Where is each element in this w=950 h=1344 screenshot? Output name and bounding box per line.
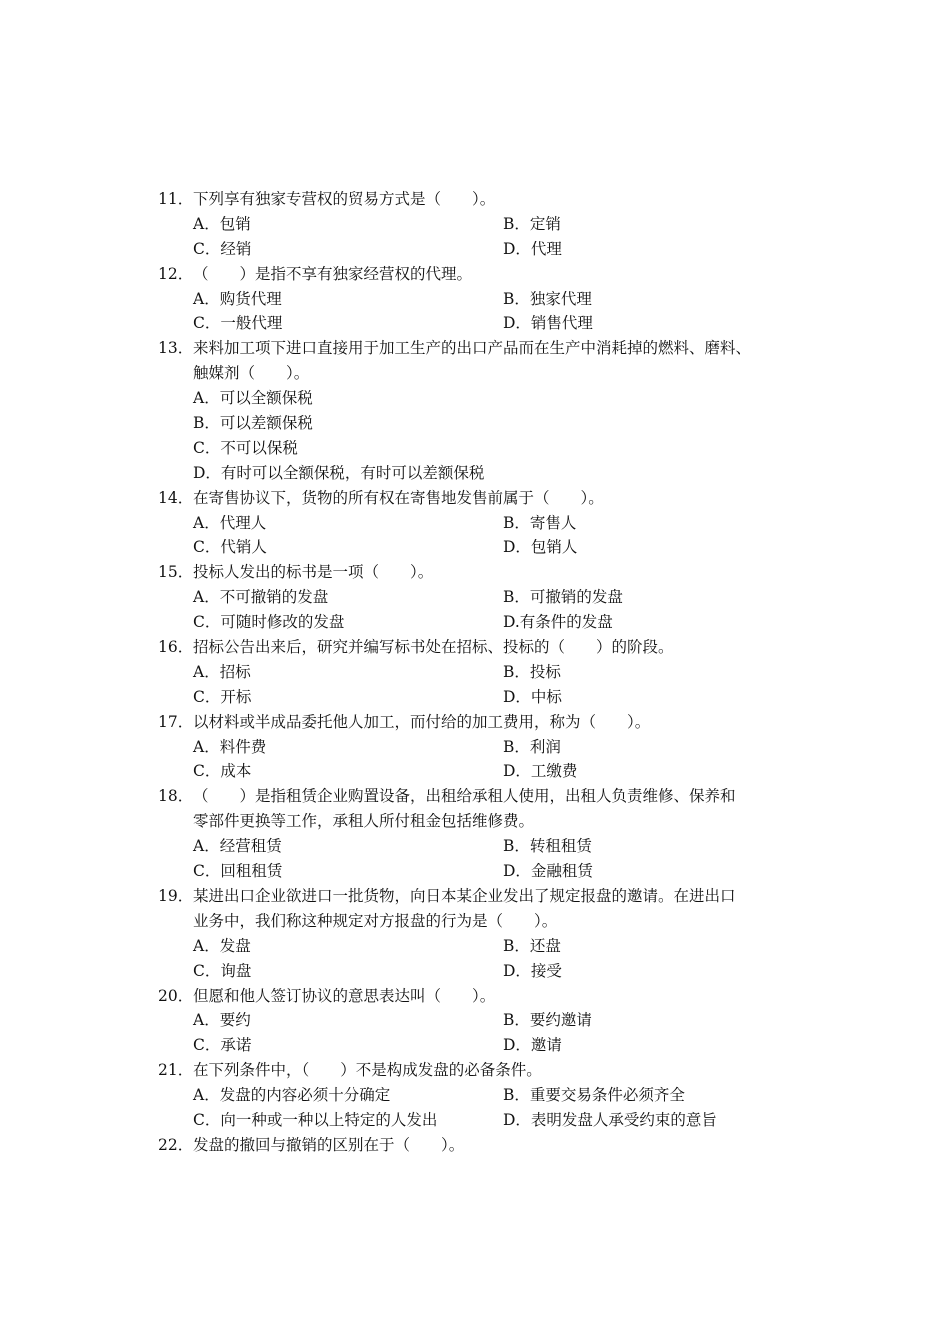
answer-option: C．成本 (193, 762, 252, 781)
question-stem-line (0, 187, 950, 212)
answer-option: C．代销人 (193, 538, 267, 557)
answer-option: A．经营租赁 (193, 837, 282, 856)
option-row (0, 585, 950, 610)
question-stem-line (0, 984, 950, 1009)
question-stem: 在寄售协议下，货物的所有权在寄售地发售前属于（ ）。 (193, 488, 604, 507)
answer-option: C．一般代理 (193, 314, 283, 333)
question-stem-line (0, 710, 950, 735)
answer-option: C．可随时修改的发盘 (193, 613, 345, 632)
option-row (0, 1033, 950, 1058)
question-stem-line (0, 1133, 950, 1158)
answer-option: D．有时可以全额保税，有时可以差额保税 (193, 463, 485, 482)
answer-option: C．承诺 (193, 1036, 252, 1055)
question-block (0, 187, 950, 262)
question-stem: 业务中，我们称这种规定对方报盘的行为是（ ）。 (193, 911, 558, 930)
option-row (0, 934, 950, 959)
option-row (0, 959, 950, 984)
answer-option: D．代理 (503, 239, 562, 258)
question-stem-line (0, 909, 950, 934)
question-number: 18． (158, 787, 194, 806)
option-row (0, 1008, 950, 1033)
answer-option: A．发盘的内容必须十分确定 (193, 1086, 391, 1105)
option-row (0, 660, 950, 685)
option-row (0, 610, 950, 635)
question-number: 16． (158, 638, 194, 657)
answer-option: C．询盘 (193, 961, 252, 980)
question-stem-line (0, 486, 950, 511)
question-stem: 以材料或半成品委托他人加工，而付给的加工费用，称为（ ）。 (193, 712, 651, 731)
question-number: 12． (158, 264, 194, 283)
question-block (0, 984, 950, 1059)
option-row (0, 436, 950, 461)
question-number: 11． (158, 190, 194, 208)
question-stem: 来料加工项下进口直接用于加工生产的出口产品而在生产中消耗掉的燃料、磨料、 (193, 339, 752, 358)
answer-option: A．料件费 (193, 737, 267, 756)
answer-option: B．要约邀请 (503, 1011, 592, 1030)
question-stem-line (0, 809, 950, 834)
option-row (0, 759, 950, 784)
answer-option: B．利润 (503, 737, 561, 756)
answer-option: D．工缴费 (503, 762, 578, 781)
answer-option: B．转租租赁 (503, 837, 592, 856)
question-stem-line (0, 784, 950, 809)
question-number: 14． (158, 488, 194, 507)
option-row (0, 834, 950, 859)
question-stem: 在下列条件中，（ ）不是构成发盘的必备条件。 (193, 1061, 542, 1080)
answer-option: A．招标 (193, 662, 251, 681)
question-stem: 下列享有独家专营权的贸易方式是（ ）。 (193, 190, 496, 208)
option-row (0, 535, 950, 560)
question-block (0, 1058, 950, 1133)
answer-option: D．邀请 (503, 1036, 562, 1055)
question-block (0, 1133, 950, 1158)
answer-option: A．可以全额保税 (193, 389, 313, 408)
question-number: 13． (158, 339, 194, 358)
answer-option: B．独家代理 (503, 289, 592, 308)
question-stem-line (0, 336, 950, 361)
answer-option: A．包销 (193, 214, 251, 233)
answer-option: C．经销 (193, 239, 252, 258)
answer-option: C．不可以保税 (193, 438, 298, 457)
option-row (0, 386, 950, 411)
question-stem: 但愿和他人签订协议的意思表达叫（ ）。 (193, 986, 496, 1005)
option-row (0, 511, 950, 536)
question-block (0, 262, 950, 337)
option-row (0, 411, 950, 436)
question-number: 21． (158, 1061, 194, 1080)
question-stem: 零部件更换等工作，承租人所付租金包括维修费。 (193, 812, 535, 831)
option-row (0, 287, 950, 312)
question-stem: （ ）是指租赁企业购置设备，出租给承租人使用，出租人负责维修、保养和 (193, 787, 736, 806)
answer-option: B．可撤销的发盘 (503, 588, 623, 607)
question-block (0, 635, 950, 710)
question-stem: 触媒剂（ ）。 (193, 364, 310, 383)
answer-option: B．重要交易条件必须齐全 (503, 1086, 685, 1105)
answer-option: B．还盘 (503, 936, 561, 955)
answer-option: D．销售代理 (503, 314, 593, 333)
answer-option: D．中标 (503, 687, 562, 706)
option-row (0, 311, 950, 336)
answer-option: C．回租租赁 (193, 862, 283, 881)
answer-option: D．表明发盘人承受约束的意旨 (503, 1110, 717, 1129)
option-row (0, 212, 950, 237)
question-block (0, 884, 950, 984)
question-block (0, 560, 950, 635)
answer-option: B．可以差额保税 (193, 414, 313, 433)
answer-option: B．定销 (503, 214, 561, 233)
question-number: 20． (158, 986, 194, 1005)
question-block (0, 336, 950, 485)
answer-option: D．接受 (503, 961, 562, 980)
question-block (0, 710, 950, 785)
question-number: 15． (158, 563, 194, 582)
answer-option: A．要约 (193, 1011, 251, 1030)
option-row (0, 461, 950, 486)
option-row (0, 1083, 950, 1108)
option-row (0, 859, 950, 884)
exam-page (0, 187, 950, 1158)
question-stem-line (0, 884, 950, 909)
question-block (0, 486, 950, 561)
question-stem-line (0, 262, 950, 287)
question-block (0, 784, 950, 884)
answer-option: A．发盘 (193, 936, 251, 955)
question-stem-line (0, 560, 950, 585)
answer-option: C．向一种或一种以上特定的人发出 (193, 1110, 438, 1129)
option-row (0, 1108, 950, 1133)
question-number: 22． (158, 1135, 194, 1154)
question-stem: 某进出口企业欲进口一批货物，向日本某企业发出了规定报盘的邀请。在进出口 (193, 886, 736, 905)
answer-option: A．代理人 (193, 513, 267, 532)
option-row (0, 685, 950, 710)
option-row (0, 237, 950, 262)
question-number: 17． (158, 712, 194, 731)
question-stem-line (0, 635, 950, 660)
question-stem-line (0, 1058, 950, 1083)
option-row (0, 735, 950, 760)
answer-option: C．开标 (193, 687, 252, 706)
question-stem: 发盘的撤回与撤销的区别在于（ ）。 (193, 1135, 465, 1154)
question-stem: 投标人发出的标书是一项（ ）。 (193, 563, 434, 582)
answer-option: D．金融租赁 (503, 862, 593, 881)
answer-option: A．不可撤销的发盘 (193, 588, 329, 607)
question-stem: 招标公告出来后，研究并编写标书处在招标、投标的（ ）的阶段。 (193, 638, 674, 657)
question-stem: （ ）是指不享有独家经营权的代理。 (193, 264, 473, 283)
question-number: 19． (158, 886, 194, 905)
question-stem-line (0, 361, 950, 386)
answer-option: D.有条件的发盘 (503, 613, 613, 632)
answer-option: D．包销人 (503, 538, 578, 557)
answer-option: A．购货代理 (193, 289, 282, 308)
answer-option: B．寄售人 (503, 513, 577, 532)
answer-option: B．投标 (503, 662, 561, 681)
